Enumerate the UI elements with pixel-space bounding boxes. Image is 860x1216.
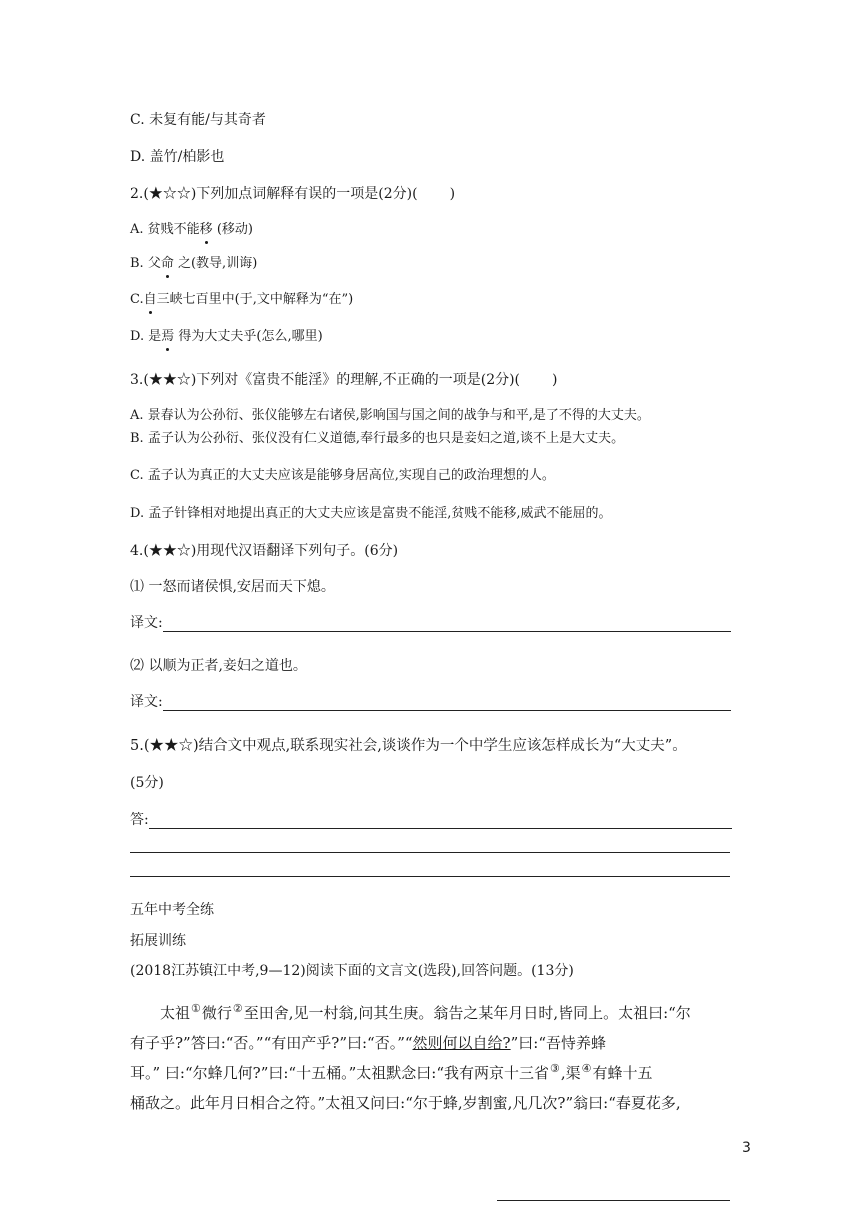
q4-answer-1-label: 译文: <box>130 615 163 631</box>
passage-text: 至田舍,见一村翁,问其生庚。翁告之某年月日时,皆同上。太祖曰:“尔 <box>243 1004 691 1022</box>
answer-line[interactable] <box>163 710 731 711</box>
q1-option-d: D. 盖竹/柏影也 <box>130 149 225 165</box>
q1-option-c: C. 未复有能/与其奇者 <box>130 112 266 128</box>
passage-text: ,渠 <box>560 1064 581 1082</box>
q2-stem <box>130 185 455 203</box>
q2-option-b <box>130 255 257 273</box>
dotted-word: 自 <box>143 292 157 307</box>
q4-sentence-1: ⑴ 一怒而诸侯惧,安居而天下熄。 <box>130 579 335 595</box>
passage-line-3 <box>130 1058 736 1088</box>
q4-answer-2-label: 译文: <box>130 694 163 710</box>
q4-stem: 4.(★★☆)用现代汉语翻译下列句子。(6分) <box>130 543 399 559</box>
answer-line[interactable] <box>163 631 731 632</box>
annotation-mark: ③ <box>550 1062 560 1075</box>
q2-d-pre: D. 是 <box>130 329 162 344</box>
dotted-word: 移 <box>199 222 213 237</box>
q3-stem-close: ) <box>552 372 558 388</box>
answer-line[interactable] <box>149 828 732 829</box>
q3-option-b: B. 孟子认为公孙衍、张仪没有仁义道德,奉行最多的也只是妾妇之道,谈不上是大丈夫。 <box>130 431 625 446</box>
q4-sentence-2: ⑵ 以顺为正者,妾妇之道也。 <box>130 658 307 674</box>
passage-line-4: 桶敌之。此年月日相合之符。”太祖又问曰:“尔于蜂,岁割蜜,凡几次?”翁曰:“春夏花多, <box>130 1094 681 1112</box>
answer-line[interactable] <box>130 852 730 853</box>
q4-answer-1[interactable] <box>130 614 731 632</box>
q5-score: (5分) <box>130 775 164 791</box>
dotted-word: 命 <box>160 256 174 271</box>
q5-answer-label: 答: <box>130 812 149 828</box>
q2-a-post: (移动) <box>216 222 253 237</box>
q2-a-pre: A. 贫贱不能 <box>130 222 200 237</box>
q2-d-post: 得为大丈夫乎(怎么,哪里) <box>178 329 323 344</box>
q2-option-d <box>130 328 323 346</box>
q5-answer[interactable] <box>130 811 732 829</box>
passage-text: ”曰:“吾恃养蜂 <box>510 1034 606 1052</box>
answer-line[interactable] <box>130 876 730 877</box>
passage-line-2 <box>130 1028 736 1058</box>
passage-text: 有子乎?”答曰:“否。”“有田产乎?”曰:“否。”“ <box>130 1034 413 1052</box>
annotation-mark: ④ <box>581 1062 592 1075</box>
underlined-sentence: 然则何以自给? <box>412 1034 511 1052</box>
q2-stem-close: ) <box>449 186 456 202</box>
footnote-rule <box>497 1200 730 1201</box>
q3-option-a: A. 景春认为公孙衍、张仪能够左右诸侯,影响国与国之间的战争与和平,是了不得的大丈夫。 <box>130 408 650 423</box>
annotation-mark: ① <box>191 1002 201 1015</box>
q2-stem-text: 2.(★☆☆)下列加点词解释有误的一项是(2分)( <box>130 186 418 202</box>
q3-option-d: D. 孟子针锋相对地提出真正的大丈夫应该是富贵不能淫,贫贱不能移,威武不能屈的。 <box>130 506 612 521</box>
q3-stem-text: 3.(★★☆)下列对《富贵不能淫》的理解,不正确的一项是(2分)( <box>130 372 521 388</box>
q2-b-pre: B. 父 <box>130 256 161 271</box>
classical-passage <box>130 998 736 1118</box>
q2-option-a <box>130 221 253 239</box>
passage-line-1 <box>130 998 736 1028</box>
passage-text: 太祖 <box>160 1004 191 1022</box>
passage-text: 微行 <box>201 1004 232 1022</box>
q2-c-pre: C. <box>130 292 144 307</box>
section-subtitle: 拓展训练 <box>130 933 186 949</box>
reading-intro: (2018江苏镇江中考,9—12)阅读下面的文言文(选段),回答问题。(13分) <box>130 963 574 979</box>
q3-option-c: C. 孟子认为真正的大丈夫应该是能够身居高位,实现自己的政治理想的人。 <box>130 468 555 483</box>
q2-option-c <box>130 291 353 309</box>
q3-stem <box>130 371 558 389</box>
q2-b-post: 之(教导,训诲) <box>177 256 258 271</box>
q4-answer-2[interactable] <box>130 693 731 711</box>
dotted-word: 焉 <box>161 329 175 344</box>
passage-text: 耳。” 曰:“尔蜂几何?”曰:“十五桶。”太祖默念曰:“我有两京十三省 <box>130 1064 549 1082</box>
section-title: 五年中考全练 <box>130 902 214 918</box>
q2-c-post: 三峡七百里中(于,文中解释为“在”) <box>156 292 354 307</box>
annotation-mark: ② <box>232 1002 243 1015</box>
page-number: 3 <box>742 1140 751 1156</box>
passage-text: 有蜂十五 <box>592 1064 653 1082</box>
q5-stem: 5.(★★☆)结合文中观点,联系现实社会,谈谈作为一个中学生应该怎样成长为“大丈夫”。 <box>130 738 687 754</box>
